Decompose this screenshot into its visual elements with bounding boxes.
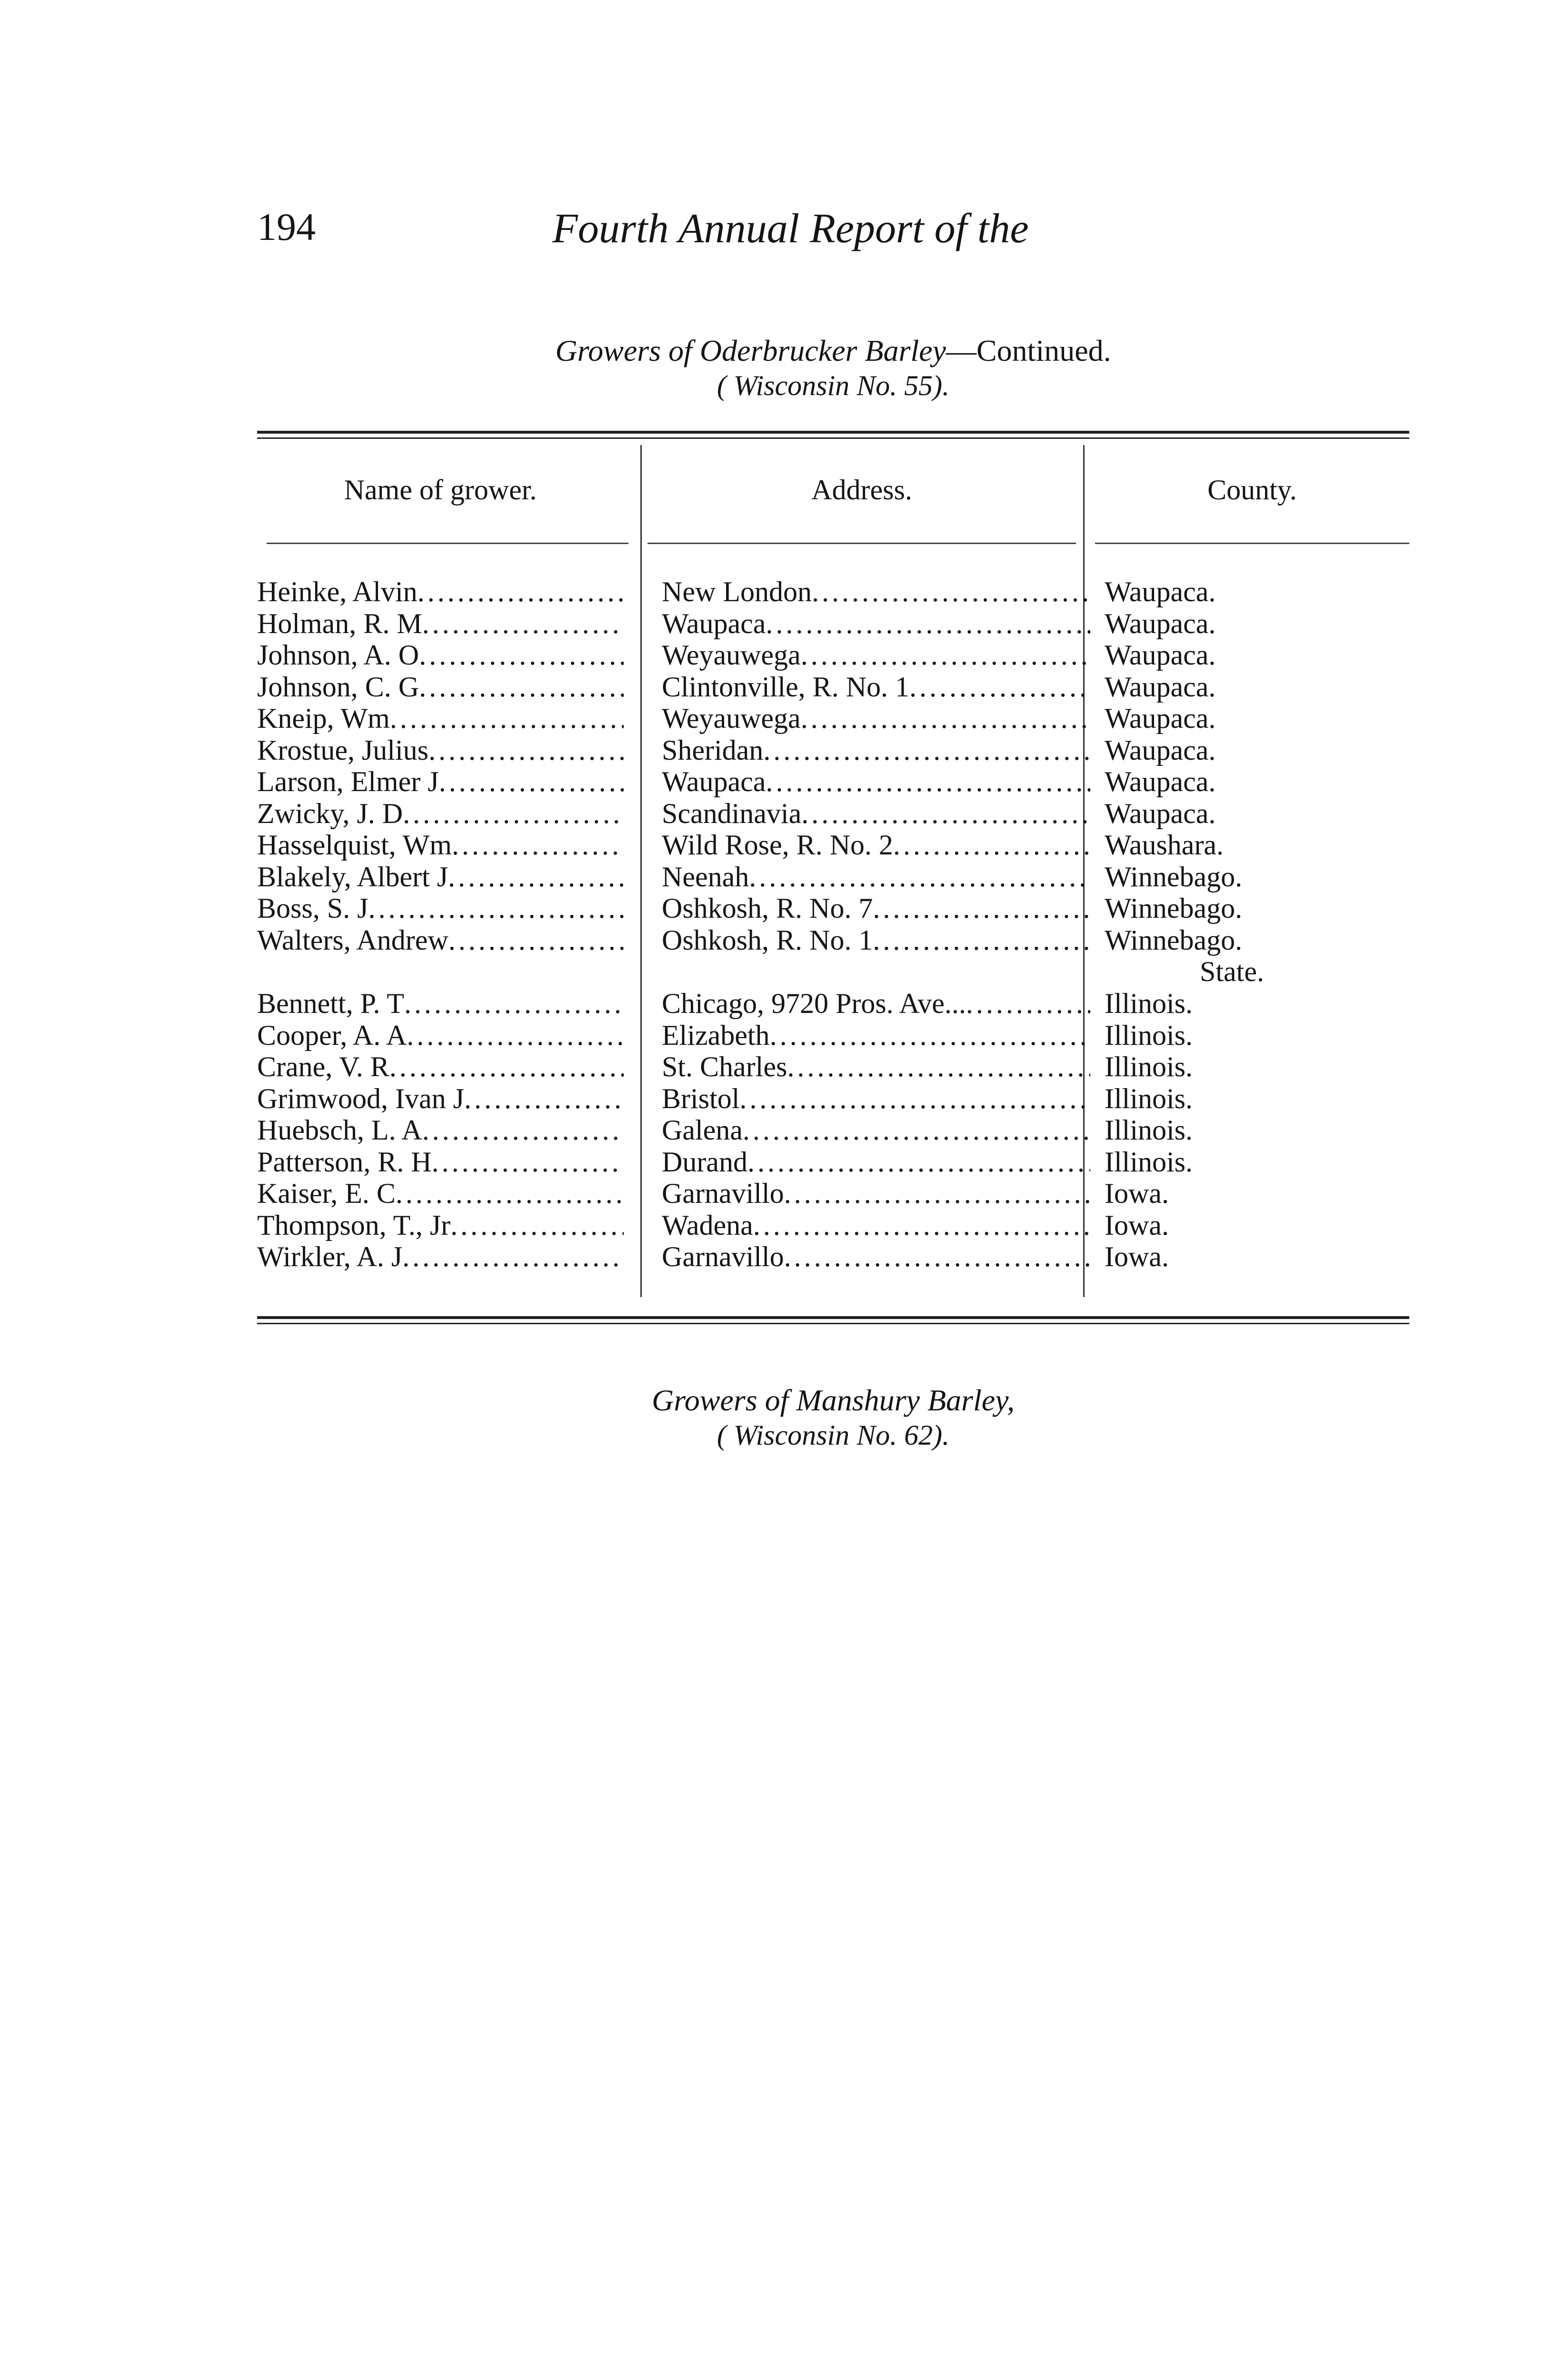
grower-name-cell: Boss, S. J ..... — [257, 892, 624, 924]
dot-leader — [448, 861, 624, 892]
dot-leader — [396, 1178, 624, 1209]
table-row — [257, 798, 1409, 830]
dot-leader — [419, 671, 624, 703]
grower-name-cell: Huebsch, L. A ..... — [257, 1114, 624, 1146]
county-cell: Waupaca. — [1105, 703, 1216, 734]
address-cell: Bristol ..... — [662, 1083, 1090, 1114]
table-bottom-rule — [257, 1316, 1409, 1324]
dot-leader — [368, 892, 624, 924]
county-cell: Waupaca. — [1105, 797, 1216, 829]
table-row — [257, 1083, 1409, 1115]
running-title: Fourth Annual Report of the — [552, 206, 1029, 252]
dot-leader — [422, 1114, 624, 1146]
grower-name-cell: Johnson, A. O ..... — [257, 639, 624, 671]
dot-leader — [403, 798, 624, 829]
county-cell: Iowa. — [1105, 1209, 1169, 1241]
dot-leader — [749, 861, 1090, 892]
grower-name-cell: Blakely, Albert J ..... — [257, 861, 624, 892]
table-row — [257, 1114, 1409, 1146]
dot-leader — [766, 608, 1090, 639]
state-label-row — [257, 956, 1409, 988]
dot-leader — [402, 1241, 624, 1272]
column-header-address: Address. — [811, 474, 912, 506]
grower-name-cell: Holman, R. M ..... — [257, 608, 624, 639]
grower-name-cell: Zwicky, J. D ..... — [257, 798, 624, 829]
dot-leader — [966, 988, 1090, 1019]
county-cell: Winnebago. — [1105, 924, 1243, 956]
grower-name-cell: Thompson, T., Jr ..... — [257, 1210, 624, 1241]
dot-leader — [801, 798, 1090, 829]
county-cell: Waupaca. — [1105, 734, 1216, 766]
other-state-rows — [257, 988, 1409, 1273]
table-row — [257, 1210, 1409, 1241]
dot-leader — [770, 1020, 1090, 1051]
page-header — [0, 205, 1554, 271]
grower-name-cell: Patterson, R. H ..... — [257, 1146, 624, 1178]
grower-name-cell: Kneip, Wm ..... — [257, 703, 624, 734]
address-cell: Durand ..... — [662, 1146, 1090, 1178]
county-cell: Winnebago. — [1105, 892, 1243, 924]
grower-name-cell: Wirkler, A. J ..... — [257, 1241, 624, 1272]
address-cell: Wadena ..... — [662, 1210, 1090, 1241]
address-cell: Weyauwega ..... — [662, 639, 1090, 671]
wisconsin-rows — [257, 576, 1409, 956]
table-row — [257, 671, 1409, 703]
dot-leader — [812, 576, 1090, 607]
grower-name-cell: Hasselquist, Wm ..... — [257, 829, 624, 861]
oderbrucker-table — [257, 431, 1409, 1330]
dot-leader — [739, 1083, 1090, 1114]
table-row — [257, 639, 1409, 671]
dot-leader — [801, 703, 1090, 734]
dot-leader — [428, 734, 624, 766]
county-cell: Illinois. — [1105, 1146, 1193, 1178]
grower-name-cell: Cooper, A. A ..... — [257, 1020, 624, 1051]
dot-leader — [784, 1241, 1090, 1272]
section-subtitle: ( Wisconsin No. 55). — [717, 370, 950, 401]
column-header-county: County. — [1207, 474, 1297, 506]
dot-leader — [747, 1146, 1090, 1178]
county-cell: Winnebago. — [1105, 861, 1243, 892]
dot-leader — [787, 1051, 1090, 1082]
header-underline — [267, 543, 628, 544]
dot-leader — [464, 1083, 624, 1114]
county-cell: Waupaca. — [1105, 576, 1216, 607]
dot-leader — [452, 829, 624, 861]
table-row — [257, 1146, 1409, 1178]
dot-leader — [909, 671, 1090, 703]
dot-leader — [873, 924, 1090, 956]
grower-name-cell: Heinke, Alvin ..... — [257, 576, 624, 607]
dot-leader — [784, 1178, 1090, 1209]
grower-name-cell: Bennett, P. T ..... — [257, 988, 624, 1019]
section-subtitle: ( Wisconsin No. 62). — [717, 1419, 950, 1451]
dot-leader — [407, 1020, 624, 1051]
dot-leader — [753, 1210, 1090, 1241]
section-title: Growers of Manshury Barley, — [651, 1383, 1015, 1417]
section-title: Growers of Oderbrucker Barley—Continued. — [555, 334, 1111, 367]
table-row — [257, 1020, 1409, 1051]
address-cell: Sheridan ..... — [662, 734, 1090, 766]
dot-leader — [432, 1146, 624, 1178]
dot-leader — [404, 988, 624, 1019]
dot-leader — [763, 734, 1090, 766]
county-cell: Iowa. — [1105, 1178, 1169, 1209]
table-row — [257, 734, 1409, 766]
header-underline — [648, 543, 1076, 544]
dot-leader — [743, 1114, 1090, 1146]
address-cell: Oshkosh, R. No. 1 ..... — [662, 924, 1090, 956]
table-row — [257, 892, 1409, 924]
county-cell: Illinois. — [1105, 988, 1193, 1019]
grower-name-cell: Larson, Elmer J ..... — [257, 766, 624, 797]
dot-leader — [419, 639, 624, 671]
county-cell: Iowa. — [1105, 1241, 1169, 1272]
dot-leader — [439, 766, 624, 797]
dot-leader — [801, 639, 1090, 671]
address-cell: Weyauwega ..... — [662, 703, 1090, 734]
grower-name-cell: Crane, V. R ..... — [257, 1051, 624, 1082]
table-row — [257, 766, 1409, 798]
column-header-name: Name of grower. — [344, 474, 537, 506]
table-row — [257, 1051, 1409, 1083]
grower-name-cell: Krostue, Julius ..... — [257, 734, 624, 766]
dot-leader — [422, 608, 624, 639]
address-cell: St. Charles ..... — [662, 1051, 1090, 1082]
manshury-section — [257, 1383, 1409, 1452]
address-cell: Oshkosh, R. No. 7 ..... — [662, 892, 1090, 924]
address-cell: Neenah ..... — [662, 861, 1090, 892]
county-cell: Waupaca. — [1105, 766, 1216, 797]
table-row — [257, 703, 1409, 734]
address-cell: Chicago, 9720 Pros. Ave... ..... — [662, 988, 1090, 1019]
address-cell: Garnavillo ..... — [662, 1178, 1090, 1209]
dot-leader — [873, 892, 1090, 924]
table-row — [257, 576, 1409, 608]
address-cell: Waupaca ..... — [662, 766, 1090, 797]
address-cell: New London ..... — [662, 576, 1090, 607]
address-cell: Galena ..... — [662, 1114, 1090, 1146]
address-cell: Garnavillo ..... — [662, 1241, 1090, 1272]
address-cell: Clintonville, R. No. 1 ..... — [662, 671, 1090, 703]
dot-leader — [893, 829, 1090, 861]
county-cell: Waushara. — [1105, 829, 1224, 861]
table-row — [257, 608, 1409, 640]
dot-leader — [418, 576, 624, 607]
dot-leader — [766, 766, 1090, 797]
dot-leader — [389, 1051, 624, 1082]
grower-name-cell: Grimwood, Ivan J ..... — [257, 1083, 624, 1114]
table-row — [257, 829, 1409, 861]
grower-name-cell: Walters, Andrew ..... — [257, 924, 624, 956]
grower-name-cell: Kaiser, E. C ..... — [257, 1178, 624, 1209]
dot-leader — [448, 924, 624, 956]
table-top-rule — [257, 431, 1409, 439]
address-cell: Wild Rose, R. No. 2 ..... — [662, 829, 1090, 861]
table-row — [257, 924, 1409, 956]
table-row — [257, 988, 1409, 1020]
table-row — [257, 1241, 1409, 1273]
county-cell: Waupaca. — [1105, 607, 1216, 639]
header-underline — [1095, 543, 1409, 544]
oderbrucker-section — [257, 333, 1409, 403]
county-cell: Waupaca. — [1105, 671, 1216, 703]
county-cell: Waupaca. — [1105, 639, 1216, 671]
county-cell: Illinois. — [1105, 1082, 1193, 1114]
dot-leader — [450, 1210, 624, 1241]
grower-name-cell: Johnson, C. G ..... — [257, 671, 624, 703]
address-cell: Elizabeth ..... — [662, 1020, 1090, 1051]
table-row — [257, 861, 1409, 893]
state-label: State. — [1200, 956, 1264, 987]
address-cell: Scandinavia ..... — [662, 798, 1090, 829]
county-cell: Illinois. — [1105, 1019, 1193, 1051]
county-cell: Illinois. — [1105, 1051, 1193, 1082]
table-row — [257, 1178, 1409, 1210]
dot-leader — [390, 703, 624, 734]
address-cell: Waupaca ..... — [662, 608, 1090, 639]
county-cell: Illinois. — [1105, 1114, 1193, 1146]
page-number: 194 — [257, 205, 316, 248]
